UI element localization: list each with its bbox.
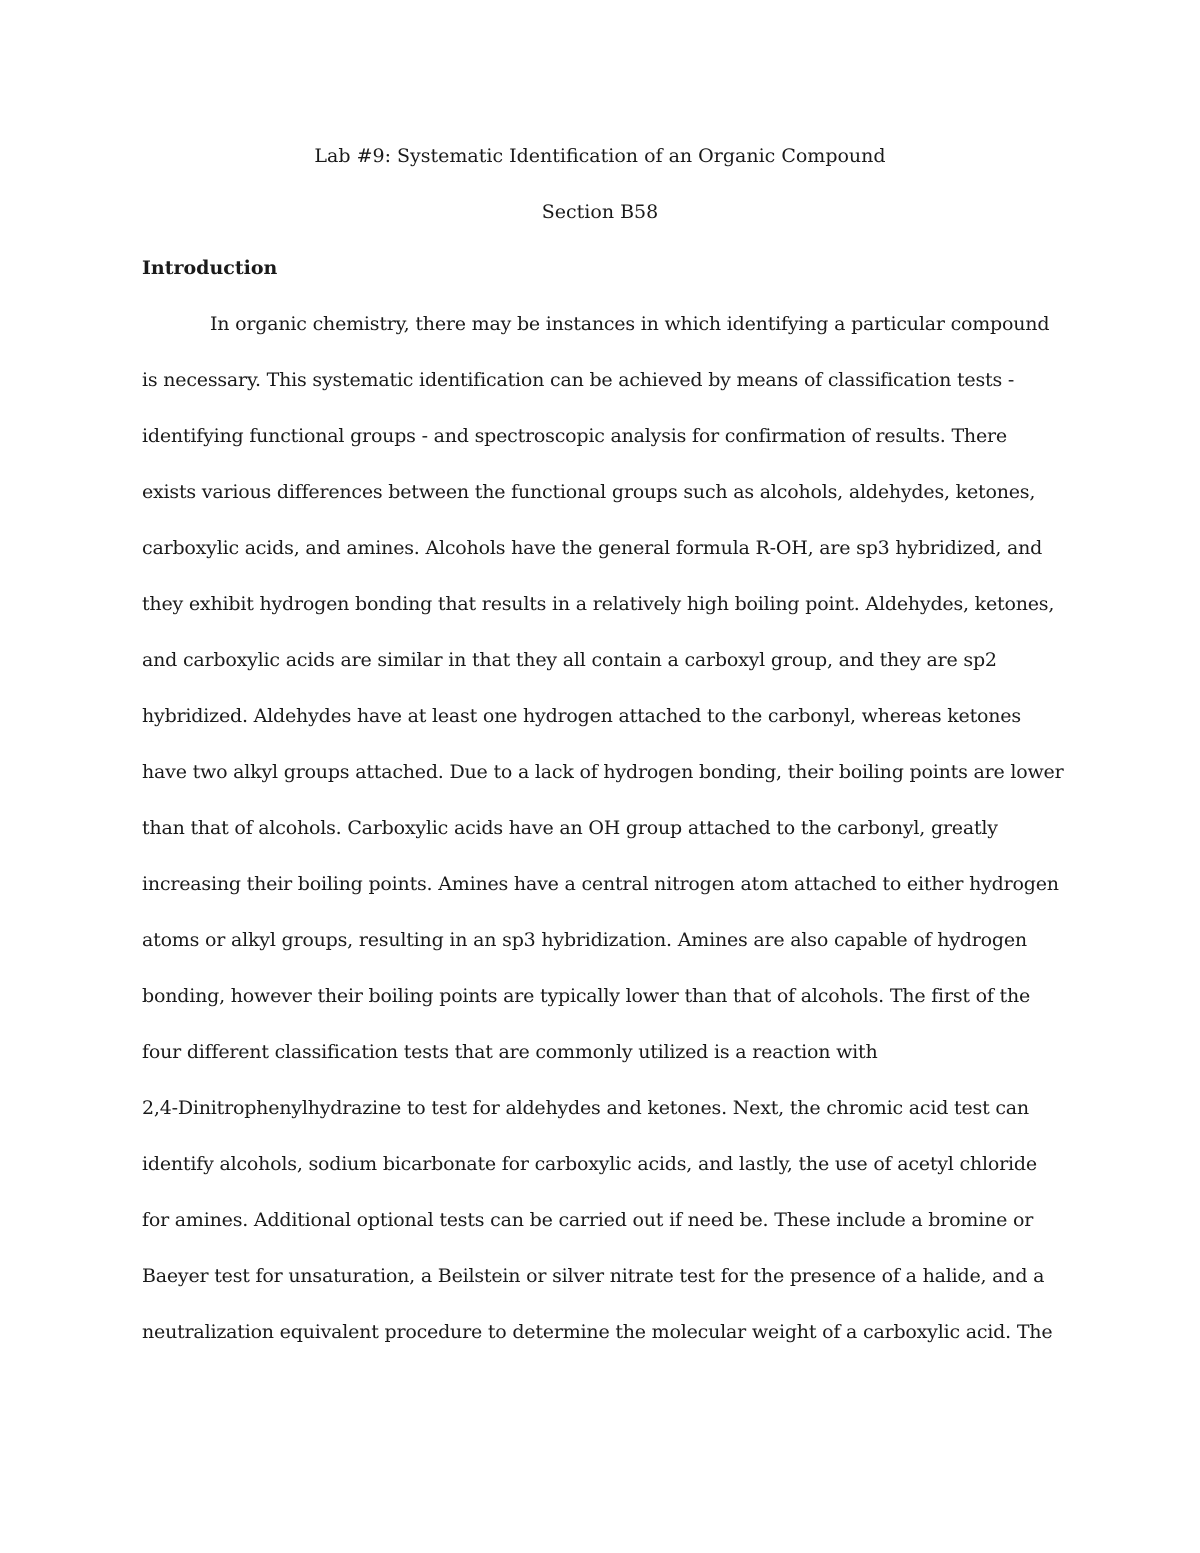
body-line: In organic chemistry, there may be instances in which identifying a particular compound xyxy=(210,313,1050,335)
body-line: is necessary. This systematic identification can be achieved by means of classification tests - xyxy=(142,369,1015,391)
body-line: have two alkyl groups attached. Due to a lack of hydrogen bonding, their boiling points are lower xyxy=(142,761,1064,783)
body-line: Baeyer test for unsaturation, a Beilstein or silver nitrate test for the presence of a halide, and a xyxy=(142,1265,1045,1287)
introduction-heading: Introduction xyxy=(142,257,278,279)
body-line: they exhibit hydrogen bonding that results in a relatively high boiling point. Aldehydes, ketones, xyxy=(142,593,1055,615)
document-title: Lab #9: Systematic Identification of an Organic Compound xyxy=(314,145,886,167)
body-line: and carboxylic acids are similar in that they all contain a carboxyl group, and they are sp2 xyxy=(142,649,997,671)
body-line: carboxylic acids, and amines. Alcohols have the general formula R-OH, are sp3 hybridized, and xyxy=(142,537,1043,559)
body-line: than that of alcohols. Carboxylic acids have an OH group attached to the carbonyl, greatly xyxy=(142,817,998,839)
body-line: identify alcohols, sodium bicarbonate for carboxylic acids, and lastly, the use of acetyl chloride xyxy=(142,1153,1037,1175)
body-line: four different classification tests that are commonly utilized is a reaction with xyxy=(142,1041,878,1063)
body-line: for amines. Additional optional tests can be carried out if need be. These include a bromine or xyxy=(142,1209,1034,1231)
body-line: hybridized. Aldehydes have at least one hydrogen attached to the carbonyl, whereas ketones xyxy=(142,705,1021,727)
body-line: neutralization equivalent procedure to determine the molecular weight of a carboxylic acid. The xyxy=(142,1321,1053,1343)
body-line: atoms or alkyl groups, resulting in an sp3 hybridization. Amines are also capable of hydrogen xyxy=(142,929,1027,951)
body-line: increasing their boiling points. Amines have a central nitrogen atom attached to either hydrogen xyxy=(142,873,1059,895)
body-line: identifying functional groups - and spectroscopic analysis for confirmation of results. There xyxy=(142,425,1007,447)
section-label: Section B58 xyxy=(541,201,659,223)
body-line: 2,4-Dinitrophenylhydrazine to test for aldehydes and ketones. Next, the chromic acid test can xyxy=(142,1097,1029,1119)
body-line: exists various differences between the functional groups such as alcohols, aldehydes, ketones, xyxy=(142,481,1036,503)
body-text xyxy=(142,312,1072,1376)
body-line: bonding, however their boiling points are typically lower than that of alcohols. The first of the xyxy=(142,985,1031,1007)
